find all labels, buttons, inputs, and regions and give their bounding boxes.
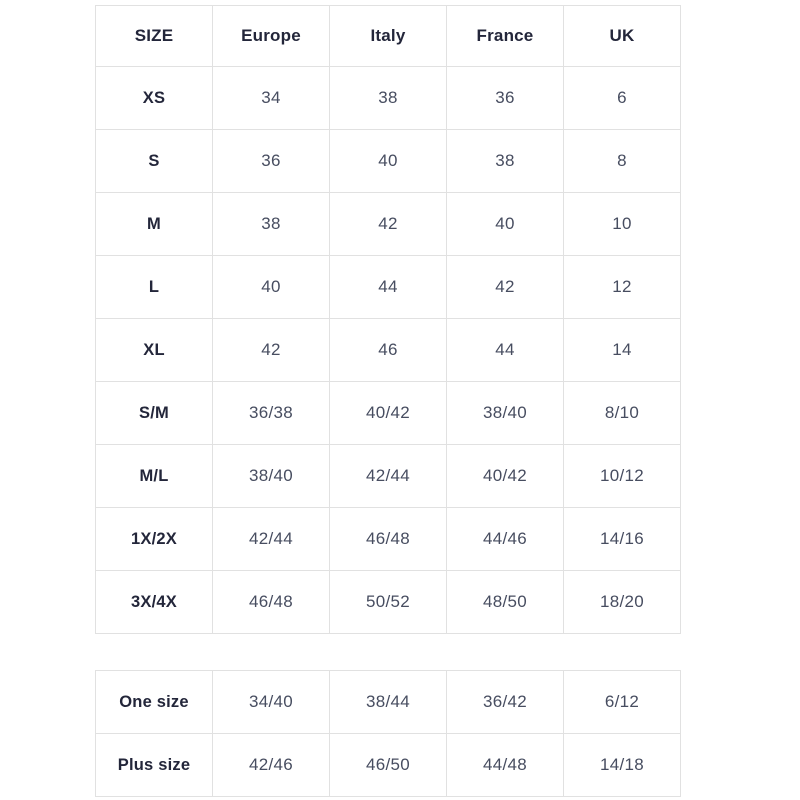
table-row [96, 67, 681, 130]
size-value: 8 [564, 130, 681, 193]
size-value: 6/12 [564, 671, 681, 734]
size-label: XS [96, 67, 213, 130]
size-value: 10/12 [564, 445, 681, 508]
size-label: S/M [96, 382, 213, 445]
size-value: 46/48 [330, 508, 447, 571]
size-value: 38 [447, 130, 564, 193]
size-value: 18/20 [564, 571, 681, 634]
size-label: 3X/4X [96, 571, 213, 634]
size-value: 36 [447, 67, 564, 130]
size-value: 42/44 [330, 445, 447, 508]
size-value: 40 [213, 256, 330, 319]
size-value: 6 [564, 67, 681, 130]
size-value: 34 [213, 67, 330, 130]
table-header-row [96, 6, 681, 67]
table-row [96, 130, 681, 193]
size-value: 38/40 [447, 382, 564, 445]
size-value: 44/46 [447, 508, 564, 571]
table-row [96, 671, 681, 734]
size-value: 38 [213, 193, 330, 256]
size-value: 46 [330, 319, 447, 382]
size-value: 42/44 [213, 508, 330, 571]
column-header: SIZE [96, 6, 213, 67]
size-value: 8/10 [564, 382, 681, 445]
size-value: 36/42 [447, 671, 564, 734]
table-row [96, 571, 681, 634]
size-value: 36 [213, 130, 330, 193]
special-sizes-table [95, 670, 681, 797]
size-value: 14/16 [564, 508, 681, 571]
size-label: One size [96, 671, 213, 734]
size-conversion-table [95, 5, 681, 634]
size-label: 1X/2X [96, 508, 213, 571]
size-value: 44 [447, 319, 564, 382]
size-label: XL [96, 319, 213, 382]
size-value: 38/40 [213, 445, 330, 508]
table-row [96, 445, 681, 508]
size-value: 40 [330, 130, 447, 193]
size-value: 44/48 [447, 734, 564, 797]
size-value: 40/42 [447, 445, 564, 508]
size-value: 46/50 [330, 734, 447, 797]
size-value: 42 [213, 319, 330, 382]
size-label: M [96, 193, 213, 256]
size-value: 12 [564, 256, 681, 319]
size-value: 36/38 [213, 382, 330, 445]
table-row [96, 508, 681, 571]
size-value: 48/50 [447, 571, 564, 634]
size-label: S [96, 130, 213, 193]
size-value: 34/40 [213, 671, 330, 734]
size-value: 42 [447, 256, 564, 319]
column-header: UK [564, 6, 681, 67]
size-value: 46/48 [213, 571, 330, 634]
size-label: M/L [96, 445, 213, 508]
column-header: Italy [330, 6, 447, 67]
size-value: 40/42 [330, 382, 447, 445]
column-header: Europe [213, 6, 330, 67]
size-value: 14/18 [564, 734, 681, 797]
size-value: 40 [447, 193, 564, 256]
table-row [96, 319, 681, 382]
table-row [96, 382, 681, 445]
size-value: 38/44 [330, 671, 447, 734]
size-value: 50/52 [330, 571, 447, 634]
table-row [96, 193, 681, 256]
size-value: 44 [330, 256, 447, 319]
column-header: France [447, 6, 564, 67]
size-value: 10 [564, 193, 681, 256]
size-value: 14 [564, 319, 681, 382]
table-row [96, 734, 681, 797]
size-value: 42 [330, 193, 447, 256]
size-label: Plus size [96, 734, 213, 797]
size-label: L [96, 256, 213, 319]
size-value: 42/46 [213, 734, 330, 797]
table-row [96, 256, 681, 319]
size-value: 38 [330, 67, 447, 130]
